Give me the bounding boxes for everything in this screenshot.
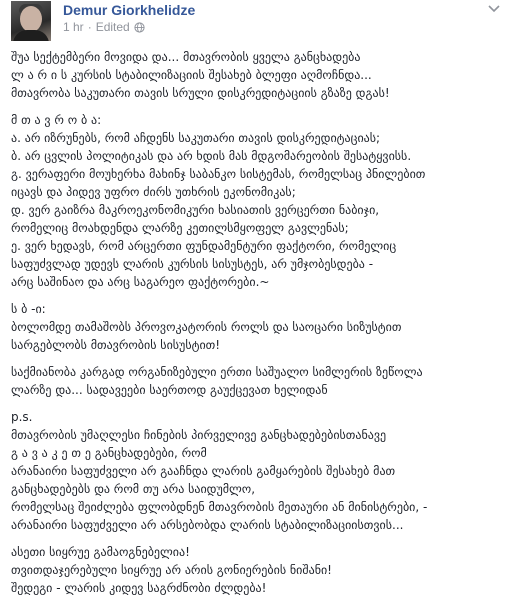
- post-text-line: გ. ვერაფერი მოუხერხა მახინჯ საბანკო სისტემას, რომელსაც პნილებით: [11, 167, 426, 181]
- post-text-line: შედეგი - ლარის კიდევ საგრძნობი ძლდება!: [11, 581, 267, 595]
- meta-separator: ·: [87, 20, 92, 34]
- post-text-line: რომელსაც შეიძლება ფლობდნენ მთავრობის მეთაური ან მინისტრები, -: [11, 500, 428, 514]
- post-paragraph: [11, 408, 504, 534]
- post-text-line: საქმიანობა კარგად ორგანიზებული ერთი საშუალო სიმლერის ზეწოლა: [11, 365, 423, 379]
- post-paragraph: [11, 363, 504, 399]
- post-text-line: ე. ვერ ხედავს, რომ არცერთი ფუნდამენტური ფაქტორი, რომელიც: [11, 239, 397, 253]
- avatar[interactable]: [11, 1, 51, 41]
- post-text-line: არც საშინაო და არც საგარეო ფაქტორები.~: [11, 275, 270, 289]
- post-paragraph: [11, 300, 504, 354]
- post-text-line: p.s.: [11, 410, 33, 424]
- post-text-line: განცხადებებს და რომ თუ არა საიდუმლო,: [11, 482, 256, 496]
- post-text-line: საფუძვლად უდევს ლარის კურსის სისუსტეს, არ უმჯობესდება -: [11, 257, 374, 271]
- post-text-line: გ ა ვ ა კ ე თ ე განცხადებები, რომ: [11, 446, 207, 460]
- post-text-line: თვითდაჯერებული სიყრუე არ არის გონიერების ნიშანი!: [11, 563, 332, 577]
- post-text-line: ასეთი სიყრუე გამაოგნებელია!: [11, 545, 190, 559]
- author-name[interactable]: Demur Giorkhelidze: [63, 2, 196, 18]
- post-text-line: შუა სექტემბერი მოვიდა და... მთავრობის ყველა განცხადება: [11, 50, 361, 64]
- post-timestamp[interactable]: 1 hr: [63, 20, 84, 34]
- post-text-line: ს ბ -ი:: [11, 302, 46, 316]
- post-meta: [63, 20, 145, 34]
- post-text-line: მთავრობის უმაღლესი ჩინების პირველივე განცხადებებისთანავე: [11, 428, 387, 442]
- post-text-line: ბ. არ ცვლის პოლიტიკას და არ ხდის მას მდგომარეობის შესატყვისს.: [11, 149, 412, 163]
- post-paragraph: [11, 543, 504, 597]
- post-text-line: იცავს და პიდევ უფრო ძირს უთხრის ეკონომიკას;: [11, 185, 296, 199]
- post-text: [11, 48, 504, 597]
- chevron-down-icon[interactable]: [488, 4, 500, 14]
- post-text-line: მთავრობა საკუთარი თავის სრული დისკრედიტაციის გზაზე დგას!: [11, 86, 390, 100]
- post-text-line: რომელიც მოახდენდა ლარზე კეთილსმყოფელ გავლენას;: [11, 221, 349, 235]
- post-text-line: ლარზე და... სადავეები საერთოდ გაუქცევათ ხელიდან: [11, 383, 328, 397]
- post-paragraph: [11, 48, 504, 102]
- post-text-line: ა. არ იზრუნებს, რომ აჩდენს საკუთარი თავის დისკრედიტაციას;: [11, 131, 381, 145]
- post-text-line: არანაირი საფუძველი არ გააჩნდა ლარის გამყარების შესახებ მათ: [11, 464, 396, 478]
- post-header: [11, 0, 504, 48]
- post-paragraph: [11, 111, 504, 291]
- post-text-line: ბოლომდე თამაშობს პროვოკატორის როლს და საოცარი სიზუსტით: [11, 320, 402, 334]
- post-text-line: დ. ვერ გაიზრა მაკროეკონომიკური ხასიათის ვერცერთი ნაბიჯი,: [11, 203, 380, 217]
- post-text-line: არანაირი საფუძველი არ არსებობდა ლარის სტაბილიზაციისთვის...: [11, 518, 404, 532]
- globe-icon: [134, 22, 145, 33]
- post-text-line: სარგებლობს მთავრობის სისუსტით!: [11, 338, 221, 352]
- post-text-line: ლ ა რ ი ს კურსის სტაბილიზაციის შესახებ ბლეფი აღმოჩნდა...: [11, 68, 372, 82]
- edited-label[interactable]: Edited: [95, 20, 130, 34]
- post-text-line: მ თ ა ვ რ ო ბ ა:: [11, 113, 102, 127]
